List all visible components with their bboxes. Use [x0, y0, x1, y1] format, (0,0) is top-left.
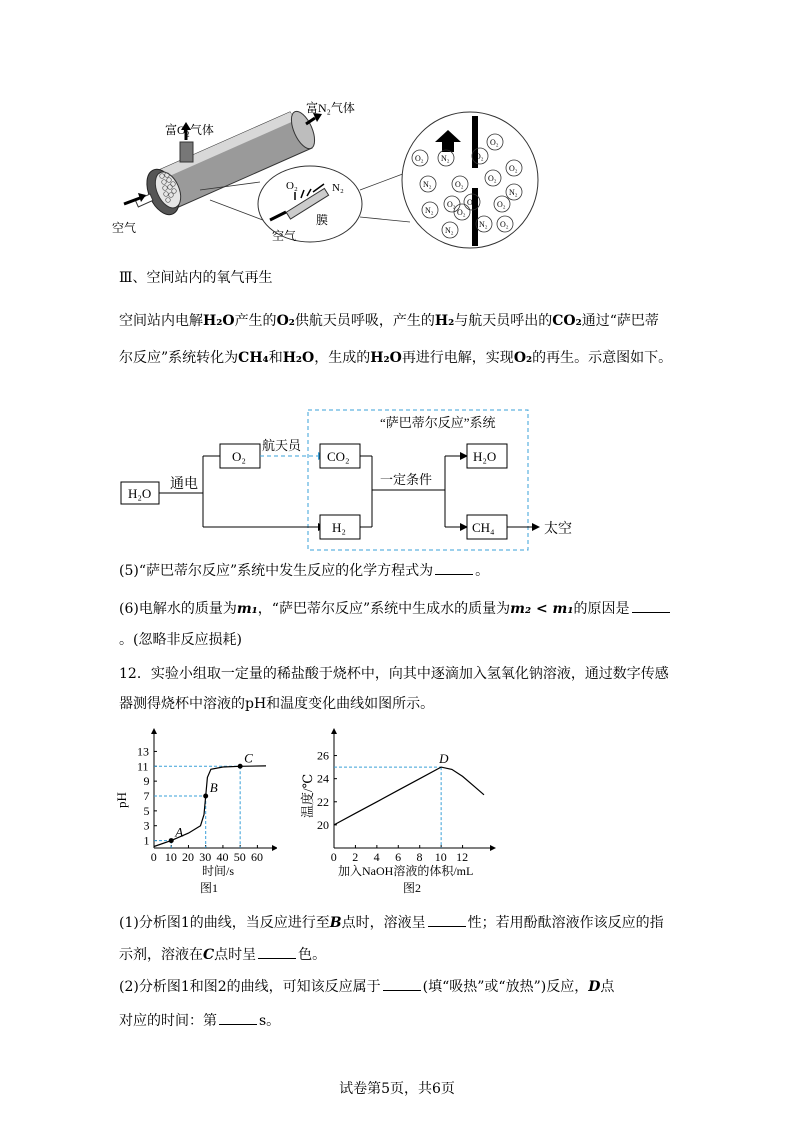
x-tick-label: 60 [250, 850, 263, 864]
molecule-label: N₂ [425, 206, 434, 215]
air-label-zoom: 空气 [272, 229, 297, 243]
x-tick-label: 0 [150, 850, 157, 864]
molecule-label: O₂ [415, 154, 424, 163]
answer-blank-12-1b[interactable] [258, 944, 296, 959]
y-axis-label: 温度/℃ [300, 773, 315, 818]
molecule-label: N₂ [509, 188, 518, 197]
section-heading: Ⅲ、空间站内的氧气再生 [119, 270, 273, 286]
question-12-line1: 12．实验小组取一定量的稀盐酸于烧杯中，向其中逐滴加入氢氧化钠溶液，通过数字传感 [119, 666, 669, 682]
point-label-C: C [244, 750, 253, 766]
molecule-zoom-circle [402, 112, 538, 248]
oxygen-regeneration-flow-diagram [110, 402, 610, 552]
answer-blank-12-1a[interactable] [428, 912, 466, 927]
molecule-label: O₂ [455, 180, 464, 189]
svg-text:N₂: N₂ [332, 182, 344, 194]
svg-text:CH₄: CH₄ [472, 520, 495, 535]
y-tick-label: 5 [143, 803, 150, 818]
y-axis-arrow [331, 728, 337, 734]
x-tick-label: 50 [233, 850, 246, 864]
answer-blank-12-2b[interactable] [219, 1010, 257, 1025]
data-point-C [238, 764, 243, 769]
question-12-2-line1: (2)分析图1和图2的曲线，可知该反应属于 (填“吸热”或“放热”)反应，D点 [119, 976, 614, 997]
answer-blank-12-2a[interactable] [383, 976, 421, 991]
n2-rich-gas-label: 富N₂气体 [306, 101, 355, 115]
molecule-label: N₂ [445, 226, 454, 235]
y-tick-label: 13 [137, 744, 149, 759]
x-axis-label: 加入NaOH溶液的体积/mL [338, 864, 474, 878]
figure-caption: 图2 [403, 881, 422, 895]
svg-text:H₂O: H₂O [473, 449, 497, 464]
y-axis-arrow [151, 728, 157, 734]
molecule-label: N₂ [479, 220, 488, 229]
x-tick-label: 12 [456, 850, 469, 864]
section-paragraph-line1: 空间站内电解H₂O产生的O₂供航天员呼吸，产生的H₂与航天员呼出的CO₂通过“萨巴蒂 [119, 313, 659, 329]
x-axis-arrow [272, 845, 277, 851]
x-tick-label: 8 [416, 850, 423, 864]
x-tick-label: 10 [164, 850, 177, 864]
y-tick-label: 11 [137, 759, 149, 774]
molecule-label: O₂ [475, 152, 484, 161]
x-tick-label: 20 [182, 850, 195, 864]
molecule-label: O₂ [457, 208, 466, 217]
x-tick-label: 10 [434, 850, 447, 864]
svg-text:O₂: O₂ [232, 449, 246, 464]
air-inlet-label: 空气 [112, 221, 137, 235]
data-curve [154, 766, 266, 847]
astronaut-label: 航天员 [262, 438, 302, 453]
y-tick-label: 9 [143, 774, 150, 789]
x-tick-label: 30 [199, 850, 212, 864]
svg-text:CO₂: CO₂ [327, 449, 350, 464]
molecule-label: O₂ [447, 200, 456, 209]
point-label-D: D [439, 751, 449, 767]
molecule-label: O₂ [488, 174, 497, 183]
data-curve [334, 767, 484, 825]
molecule-label: O₂ [490, 138, 499, 147]
svg-text:H₂: H₂ [332, 520, 346, 535]
data-point-B [203, 794, 208, 799]
space-label: 太空 [544, 522, 572, 537]
question-5: (5)“萨巴蒂尔反应”系统中发生反应的化学方程式为 。 [119, 560, 489, 581]
molecule-label: O₂ [509, 164, 518, 173]
svg-text:O₂: O₂ [286, 180, 298, 192]
question-12-1-line1: (1)分析图1的曲线，当反应进行至B点时，溶液呈 性；若用酚酞溶液作该反应的指 [119, 912, 664, 933]
question-6-line1: (6)电解水的质量为m₁，“萨巴蒂尔反应”系统中生成水的质量为m₂ < m₁的原因是 [119, 598, 672, 619]
answer-blank-q6[interactable] [632, 598, 670, 613]
question-12-1-line2: 示剂，溶液在C点时呈 色。 [119, 944, 326, 965]
membrane-separation-figure [110, 92, 550, 252]
y-tick-label: 24 [317, 771, 329, 786]
molecule-label: O₂ [497, 200, 506, 209]
figure-caption: 图1 [200, 881, 219, 895]
page-footer: 试卷第5页，共6页 [339, 1081, 455, 1097]
y-tick-label: 7 [143, 789, 150, 803]
condition-label: 一定条件 [380, 472, 433, 487]
answer-blank-q5[interactable] [435, 560, 473, 575]
molecule-label: N₂ [423, 180, 432, 189]
question-6-line2: 。(忽略非反应损耗) [119, 632, 242, 648]
point-label-B: B [209, 780, 218, 795]
x-tick-label: 2 [352, 850, 359, 864]
y-tick-label: 20 [317, 817, 329, 832]
y-axis-label: pH [114, 792, 129, 808]
question-12-line2: 器测得烧杯中溶液的pH和温度变化曲线如图所示。 [119, 696, 435, 712]
molecule-label: O₂ [500, 220, 509, 229]
temperature-volume-chart [298, 728, 513, 903]
y-tick-label: 22 [317, 794, 329, 809]
ph-time-chart [112, 728, 277, 903]
molecule-label: O₂ [467, 198, 476, 207]
x-tick-label: 6 [395, 850, 402, 864]
sabatier-system-label: “萨巴蒂尔反应”系统 [380, 415, 496, 430]
x-axis-arrow [490, 845, 496, 851]
y-tick-label: 3 [143, 818, 150, 833]
molecule-label: N₂ [441, 154, 450, 163]
o2-rich-gas-label: 富O₂气体 [165, 123, 214, 137]
x-axis-label: 时间/s [202, 864, 235, 878]
y-tick-label: 1 [143, 833, 150, 848]
point-label-A: A [175, 824, 184, 840]
question-12-2-line2: 对应的时间：第 s。 [119, 1010, 280, 1031]
x-tick-label: 0 [330, 850, 337, 864]
y-tick-label: 26 [317, 748, 329, 763]
membrane-zoom-ellipse [258, 166, 362, 243]
x-tick-label: 40 [216, 850, 229, 864]
x-tick-label: 4 [373, 850, 380, 864]
electrolysis-label: 通电 [170, 477, 198, 492]
membrane-label: 膜 [316, 213, 329, 227]
section-paragraph-line2: 尔反应”系统转化为CH₄和H₂O，生成的H₂O再进行电解，实现O₂的再生。示意图如下。 [119, 350, 673, 366]
svg-text:H₂O: H₂O [128, 486, 152, 501]
data-point-A [169, 838, 174, 843]
